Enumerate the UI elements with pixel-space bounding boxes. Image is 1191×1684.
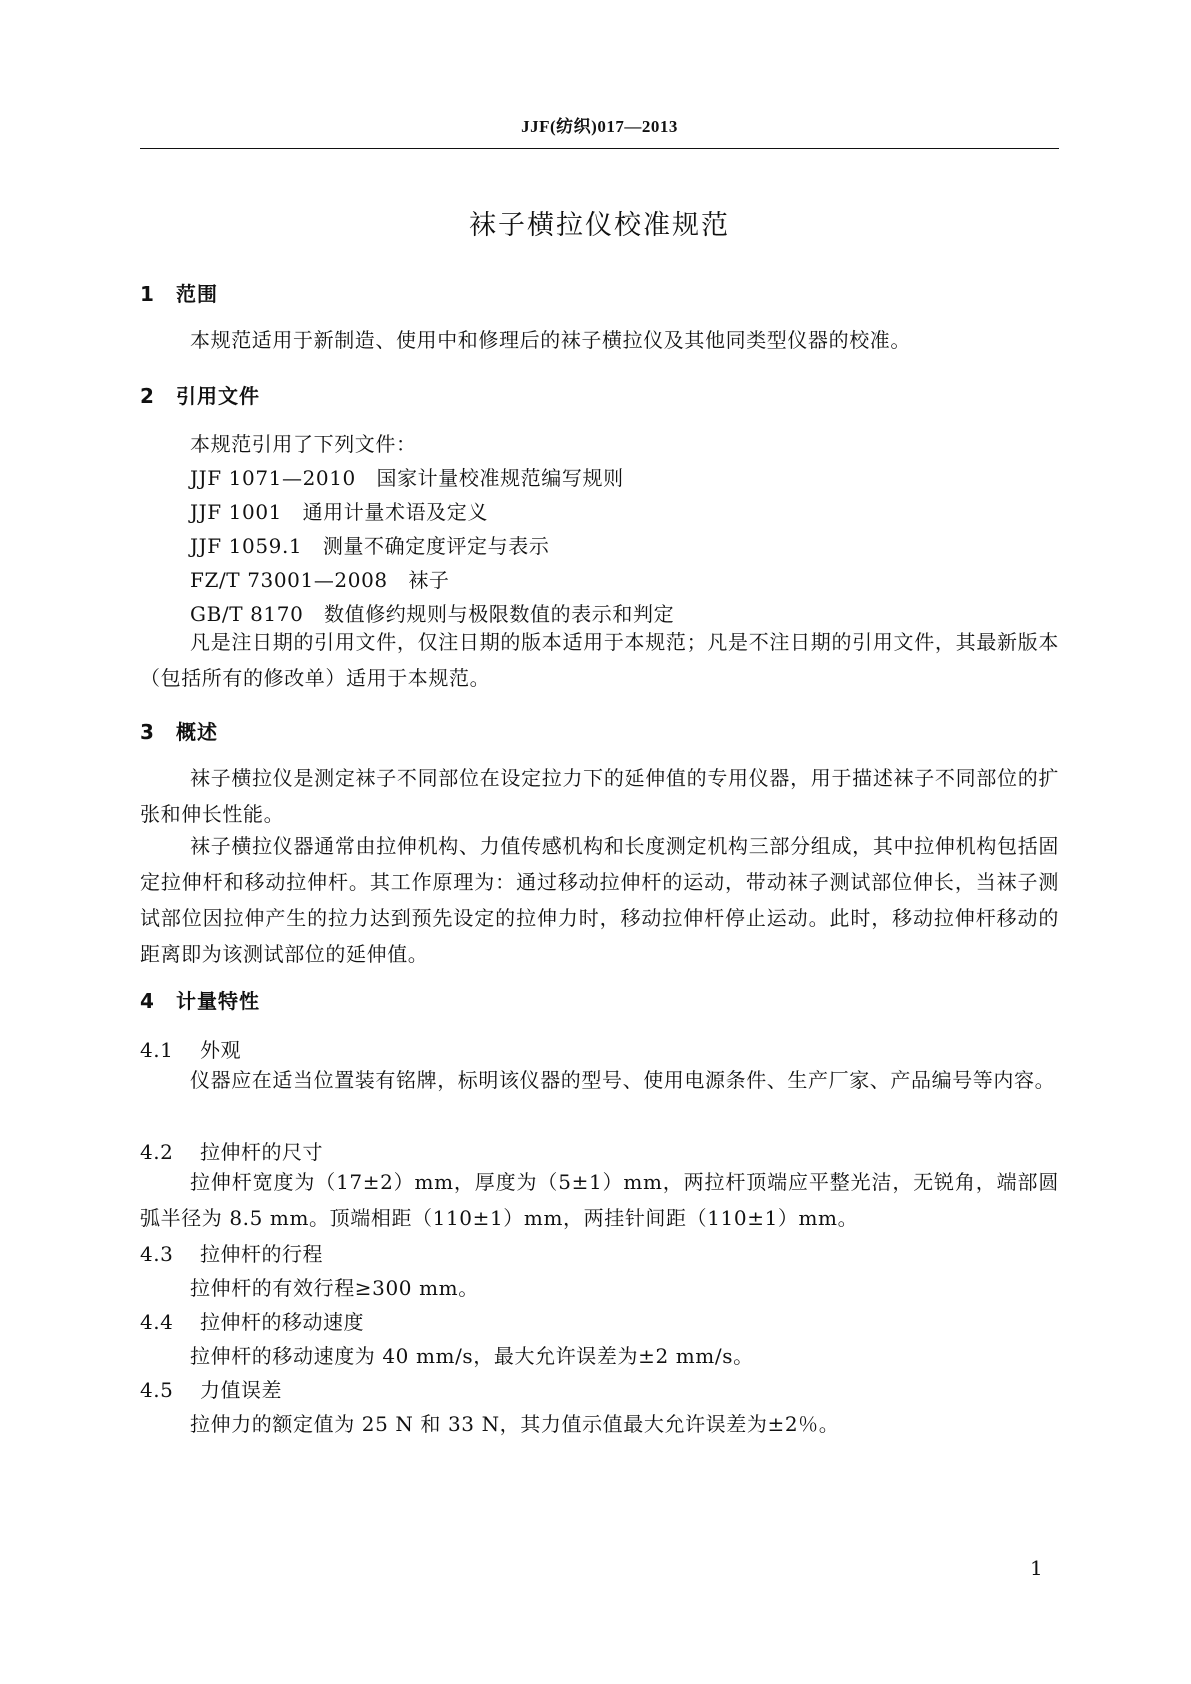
subsection-4-3-heading — [140, 1238, 323, 1267]
reference-item: JJF 1071—2010 国家计量校准规范编写规则 — [190, 466, 624, 490]
section-number: 4 — [140, 989, 155, 1013]
subsection-number: 4.3 — [140, 1242, 174, 1266]
subsection-number: 4.2 — [140, 1140, 174, 1164]
subsection-4-1-heading — [140, 1034, 241, 1063]
header-divider — [140, 148, 1059, 149]
subsection-title: 拉伸杆的行程 — [200, 1242, 323, 1266]
page-number: 1 — [1030, 1556, 1043, 1580]
reference-item: JJF 1059.1 测量不确定度评定与表示 — [190, 534, 550, 558]
document-title: 袜子横拉仪校准规范 — [469, 210, 730, 241]
subsection-title: 力值误差 — [200, 1378, 282, 1402]
subsection-4-3-text: 拉伸杆的有效行程≥300 mm。 — [190, 1276, 479, 1300]
section-2-heading — [140, 380, 260, 409]
document-code-header: JJF(纺织)017—2013 — [521, 117, 678, 136]
subsection-4-2-heading — [140, 1136, 323, 1165]
subsection-number: 4.5 — [140, 1378, 174, 1402]
section-number: 3 — [140, 720, 155, 744]
subsection-number: 4.4 — [140, 1310, 174, 1334]
subsection-title: 拉伸杆的尺寸 — [200, 1140, 323, 1164]
reference-item: GB/T 8170 数值修约规则与极限数值的表示和判定 — [190, 602, 675, 626]
subsection-title: 拉伸杆的移动速度 — [200, 1310, 364, 1334]
subsection-title: 外观 — [200, 1038, 241, 1062]
section-title: 计量特性 — [176, 989, 260, 1013]
section-title: 范围 — [176, 282, 218, 306]
subsection-number: 4.1 — [140, 1038, 174, 1062]
subsection-4-4-heading — [140, 1306, 364, 1335]
subsection-4-2-text: 拉伸杆宽度为（17±2）mm，厚度为（5±1）mm，两拉杆顶端应平整光洁，无锐角，端部圆弧半径为 8.5 mm。顶端相距（110±1）mm，两挂针间距（110±1）mm。 — [140, 1170, 1059, 1230]
section-4-heading — [140, 985, 260, 1014]
references-note: 凡是注日期的引用文件，仅注日期的版本适用于本规范；凡是不注日期的引用文件，其最新版本（包括所有的修改单）适用于本规范。 — [140, 630, 1059, 690]
section-title: 引用文件 — [176, 384, 260, 408]
section-3-heading — [140, 716, 218, 745]
section-number: 1 — [140, 282, 155, 306]
subsection-4-1-text: 仪器应在适当位置装有铭牌，标明该仪器的型号、使用电源条件、生产厂家、产品编号等内容。 — [190, 1068, 1056, 1092]
reference-item: JJF 1001 通用计量术语及定义 — [190, 500, 488, 524]
subsection-4-5-heading — [140, 1374, 282, 1403]
section-1-paragraph: 本规范适用于新制造、使用中和修理后的袜子横拉仪及其他同类型仪器的校准。 — [190, 328, 911, 352]
section-3-paragraph-1: 袜子横拉仪是测定袜子不同部位在设定拉力下的延伸值的专用仪器，用于描述袜子不同部位的扩张和伸长性能。 — [140, 766, 1059, 826]
section-title: 概述 — [176, 720, 218, 744]
section-1-heading — [140, 278, 218, 307]
subsection-4-5-text: 拉伸力的额定值为 25 N 和 33 N，其力值示值最大允许误差为±2％。 — [190, 1412, 840, 1436]
reference-item: FZ/T 73001—2008 袜子 — [190, 568, 450, 592]
section-3-paragraph-2: 袜子横拉仪器通常由拉伸机构、力值传感机构和长度测定机构三部分组成，其中拉伸机构包括固定拉伸杆和移动拉伸杆。其工作原理为：通过移动拉伸杆的运动，带动袜子测试部位伸长，当袜子测试部位因拉伸产生的拉力达到预先设定的拉伸力时，移动拉伸杆停止运动。此时，移动拉伸杆移动的距离即为该测试部位的延伸值。 — [140, 834, 1059, 966]
subsection-4-4-text: 拉伸杆的移动速度为 40 mm/s，最大允许误差为±2 mm/s。 — [190, 1344, 754, 1368]
section-number: 2 — [140, 384, 155, 408]
references-intro: 本规范引用了下列文件： — [190, 432, 417, 456]
